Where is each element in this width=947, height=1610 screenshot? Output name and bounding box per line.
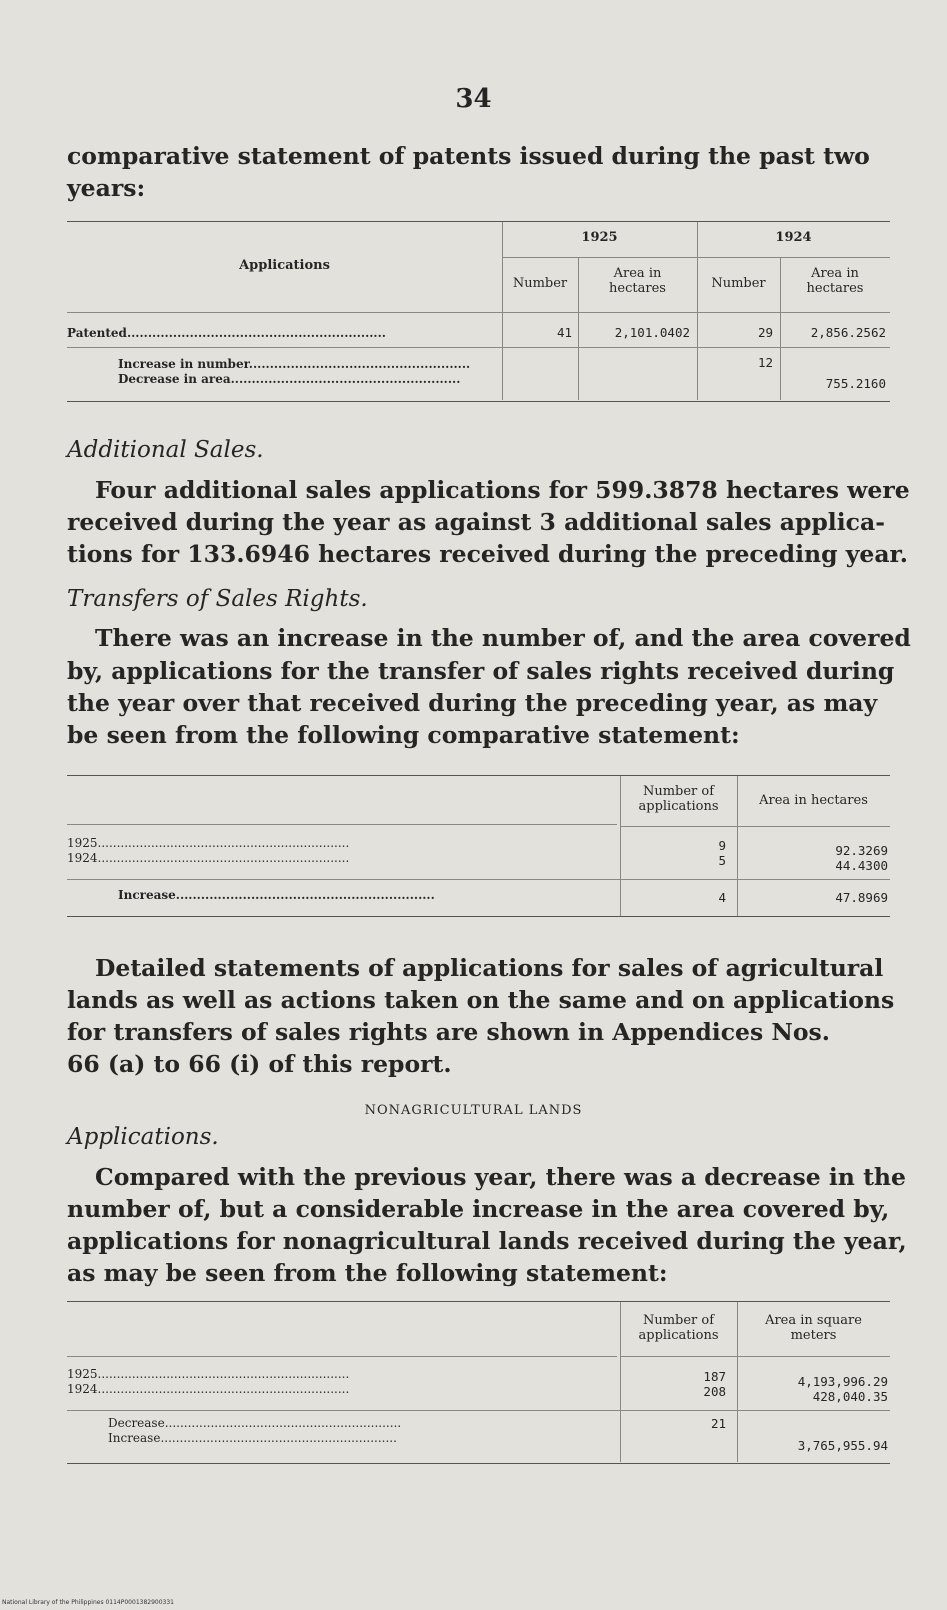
header-line-1: Number of (642, 784, 715, 799)
section-heading-additional-sales: Additional Sales. (67, 437, 264, 463)
table-cell: 44.4300 (835, 858, 888, 873)
table-row-label: Increase in number..................................................... (118, 357, 471, 371)
table-row-label: Decrease.............................................................. (108, 1416, 402, 1430)
header-area-in-hectares: Area in hectares (759, 793, 868, 808)
intro-line-2: years: (67, 174, 146, 202)
header-number-1925: Number (512, 276, 568, 291)
header-number-1924: Number (711, 276, 766, 291)
table-cell: 5 (718, 853, 726, 868)
table-row-label: 1924.................................................................. (67, 1382, 350, 1396)
section-caption-nonagricultural: NONAGRICULTURAL LANDS (364, 1103, 583, 1118)
table-row-label: Decrease in area....................................................... (118, 372, 461, 386)
header-area-1925 (578, 266, 697, 296)
header-area-line-2: hectares (806, 281, 864, 296)
table-row-label: 1925.................................................................. (67, 836, 350, 850)
table-row-label: Patented.............................................................. (67, 326, 386, 340)
nonagri-line-1: Compared with the previous year, there was a decrease in the (95, 1163, 906, 1191)
header-area-line-2: hectares (609, 281, 666, 296)
table-cell: 41 (556, 325, 572, 340)
table-cell: 4,193,996.29 (797, 1374, 888, 1389)
table-row-label: 1925.................................................................. (67, 1367, 350, 1381)
table-row-label: 1924.................................................................. (67, 851, 350, 865)
detailed-line-1: Detailed statements of applications for sales of agricultural (95, 954, 884, 982)
header-line-2: applications (638, 1328, 719, 1343)
table-cell: 9 (718, 838, 726, 853)
footer-attribution: National Library of the Philippines 0114P0001382900331 (2, 1599, 174, 1606)
header-area-1924 (780, 266, 890, 296)
nonagri-line-3: applications for nonagricultural lands received during the year, (67, 1227, 907, 1255)
table-cell: 29 (757, 325, 773, 340)
header-applications: Applications (239, 258, 330, 273)
table-cell: 3,765,955.94 (797, 1438, 888, 1453)
table-row-label: Increase.............................................................. (108, 1431, 397, 1445)
table-cell: 755.2160 (825, 376, 886, 391)
table-cell: 21 (710, 1416, 726, 1431)
table-cell: 92.3269 (835, 843, 888, 858)
header-line-1: Area in square (765, 1313, 862, 1328)
detailed-line-4: 66 (a) to 66 (i) of this report. (67, 1050, 452, 1078)
page-number: 34 (455, 84, 492, 114)
header-year-1924: 1924 (775, 230, 812, 245)
detailed-line-2: lands as well as actions taken on the same and on applications (67, 986, 895, 1014)
table-cell: 47.8969 (835, 890, 888, 905)
table-cell: 2,101.0402 (614, 325, 690, 340)
header-line-2: applications (638, 799, 719, 814)
additional-sales-line-1: Four additional sales applications for 599.3878 hectares were (95, 476, 910, 504)
header-area-line-1: Area in (811, 266, 859, 281)
nonagri-line-2: number of, but a considerable increase in the area covered by, (67, 1195, 890, 1223)
header-area-line-1: Area in (613, 266, 662, 281)
table-cell: 4 (718, 890, 726, 905)
transfers-line-1: There was an increase in the number of, and the area covered (95, 624, 911, 652)
intro-line-1: comparative statement of patents issued during the past two (67, 142, 870, 170)
header-number-of-applications (620, 784, 737, 814)
table-cell: 2,856.2562 (810, 325, 886, 340)
additional-sales-line-2: received during the year as against 3 additional sales applica- (67, 508, 885, 536)
section-heading-transfers: Transfers of Sales Rights. (67, 586, 368, 612)
transfers-line-2: by, applications for the transfer of sales rights received during (67, 657, 895, 685)
table-cell: 208 (703, 1384, 726, 1399)
detailed-line-3: for transfers of sales rights are shown in Appendices Nos. (67, 1018, 830, 1046)
table-row-label: Increase.............................................................. (118, 888, 435, 902)
nonagri-line-4: as may be seen from the following statement: (67, 1259, 668, 1287)
table-cell: 187 (703, 1369, 726, 1384)
additional-sales-line-3: tions for 133.6946 hectares received during the preceding year. (67, 540, 908, 568)
header-area-in-square-meters (737, 1313, 890, 1343)
section-heading-applications: Applications. (67, 1124, 219, 1150)
header-line-1: Number of (642, 1313, 715, 1328)
transfers-line-3: the year over that received during the preceding year, as may (67, 689, 878, 717)
header-number-of-applications (620, 1313, 737, 1343)
header-year-1925: 1925 (581, 230, 618, 245)
table-cell: 428,040.35 (812, 1389, 888, 1404)
transfers-line-4: be seen from the following comparative statement: (67, 721, 740, 749)
table-cell: 12 (757, 355, 773, 370)
header-line-2: meters (790, 1328, 837, 1343)
